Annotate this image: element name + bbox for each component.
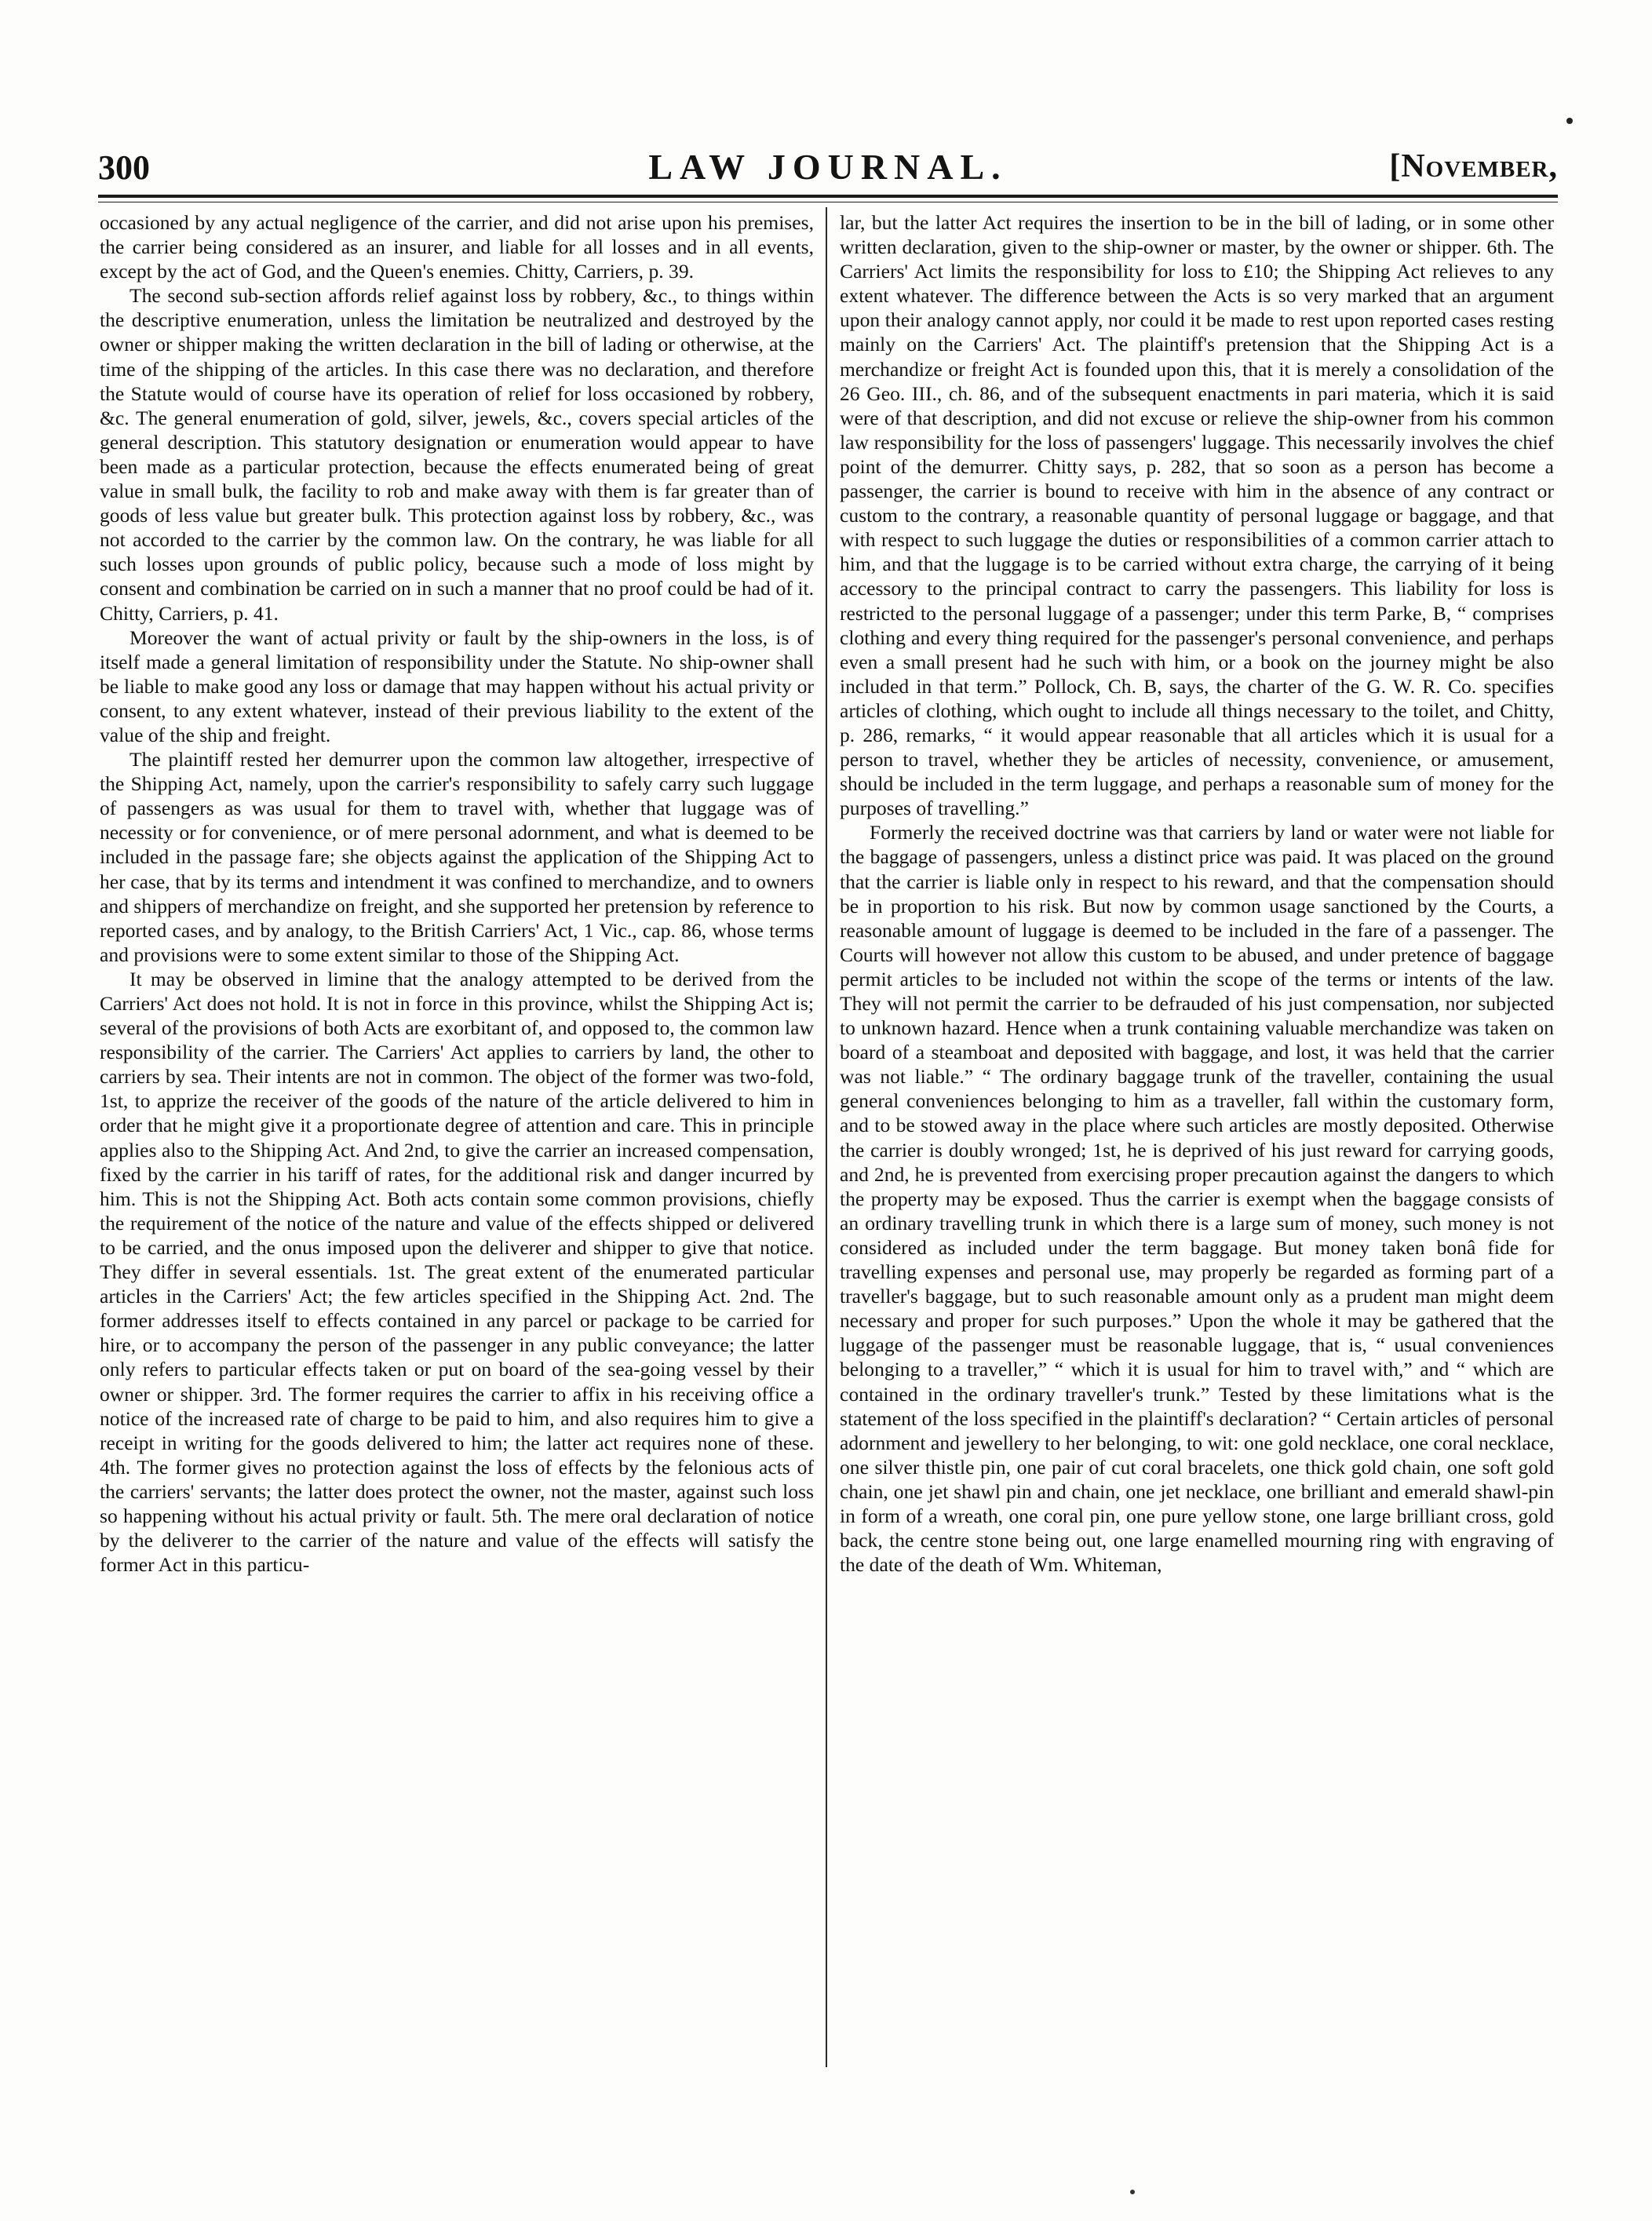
print-speck — [1566, 118, 1573, 124]
journal-title: LAW JOURNAL. — [648, 147, 1008, 187]
paragraph: occasioned by any actual negligence of the carrier, and did not arise upon his premises, the carrier being considered as an insurer, and liable for all losses and in all events, except by the act of God, and the Queen's enemies. Chitty, Carriers, p. 39. — [100, 211, 814, 283]
paragraph: It may be observed in limine that the analogy attempted to be derived from the Carriers' Act does not hold. It is not in force in this province, whilst the Shipping Act is; several of the provisions of both Acts are exorbitant of, and opposed to, the common law responsibility of the carrier. The Carriers' Act applies to carriers by land, the other to carriers by sea. Their intents are not in common. The object of the former was two-fold, 1st, to apprize the receiver of the goods of the nature of the article delivered to him in order that he might give it a proportionate degree of attention and care. This in principle applies also to the Shipping Act. And 2nd, to give the carrier an increased compensation, fixed by the carrier in his tariff of rates, for the additional risk and danger incurred by him. This is not the Shipping Act. Both acts contain some common provisions, chiefly the requirement of the notice of the nature and value of the effects shipped or delivered to be carried, and the onus imposed upon the deliverer and shipper to give that notice. They differ in several essentials. 1st. The great extent of the enumerated particular articles in the Carriers' Act; the few articles specified in the Shipping Act. 2nd. The former addresses itself to effects contained in any parcel or package to be carried for hire, or to accompany the person of the passenger in any public conveyance; the latter only refers to particular effects taken or put on board of the sea-going vessel by their owner or shipper. 3rd. The former requires the carrier to affix in his receiving office a notice of the increased rate of charge to be paid to him, and also requires him to give a receipt in writing for the goods delivered to him; the latter act requires none of these. 4th. The former gives no protection against the loss of effects by the felonious acts of the carriers' servants; the latter does protect the owner, not the master, against such loss so happening without his actual privity or fault. 5th. The mere oral declaration of notice by the deliverer to the carrier of the nature and value of the effects will satisfy the former Act in this particu- — [100, 967, 814, 1577]
paragraph: lar, but the latter Act requires the insertion to be in the bill of lading, or in some other written declaration, given to the ship-owner or master, by the owner or shipper. 6th. The Carriers' Act limits the responsibility for loss to £10; the Shipping Act relieves to any extent whatever. The difference between the Acts is so very marked that an argument upon their analogy cannot apply, nor could it be made to rest upon reported cases resting mainly on the Carriers' Act. The plaintiff's pretension that the Shipping Act is a merchandize or freight Act is founded upon this, that it is merely a consolidation of the 26 Geo. III., ch. 86, and of the subsequent enactments in pari materia, which it is said were of that description, and did not excuse or relieve the ship-owner from his common law responsibility for the loss of passengers' luggage. This necessarily involves the chief point of the demurrer. Chitty says, p. 282, that so soon as a person has become a passenger, the carrier is bound to receive with him in the absence of any contract or custom to the contrary, a reasonable quantity of personal luggage or baggage, and that with respect to such luggage the duties or responsibilities of a common carrier attach to him, and that the luggage is to be carried without extra charge, the carrying of it being accessory to the principal contract to carry the passengers. This liability for loss is restricted to the personal luggage of a passenger; under this term Parke, B, “ comprises clothing and every thing required for the passenger's personal convenience, and perhaps even a small present had he such with him, or a book on the journey might be also included in that term.” Pollock, Ch. B, says, the charter of the G. W. R. Co. specifies articles of clothing, which ought to include all things necessary to the toilet, and Chitty, p. 286, remarks, “ it would appear reasonable that all articles which it is usual for a person to travel, whether they be articles of necessity, convenience, or amusement, should be included in the term luggage, and perhaps a reasonable sum of money for the purposes of travelling.” — [840, 211, 1554, 820]
print-speck — [1130, 2190, 1135, 2194]
paragraph: The second sub-section affords relief against loss by robbery, &c., to things within the descriptive enumeration, unless the limitation be neutralized and destroyed by the owner or shipper making the written declaration in the bill of lading or otherwise, at the time of the shipping of the articles. In this case there was no declaration, and therefore the Statute would of course have its operation of relief for loss occasioned by robbery, &c. The general enumeration of gold, silver, jewels, &c., covers special articles of the general description. This statutory designation or enumeration would appear to have been made as a particular protection, because the effects enumerated being of great value in small bulk, the facility to rob and make away with them is far greater than of goods of less value but greater bulk. This protection against loss by robbery, &c., was not accorded to the carrier by the common law. On the contrary, he was liable for all such losses upon grounds of public policy, because such a mode of loss might by consent and combination be carried on in such a manner that no proof could be had of it. Chitty, Carriers, p. 41. — [100, 284, 814, 625]
header-rule-thick — [98, 195, 1558, 198]
column-divider — [826, 207, 827, 2067]
right-column — [840, 210, 1554, 2066]
issue-month: [November, — [1389, 148, 1558, 184]
paragraph: Moreover the want of actual privity or fault by the ship-owners in the loss, is of itself made a general limitation of responsibility under the Statute. No ship-owner shall be liable to make good any loss or damage that may happen without his actual privity or consent, to any extent whatever, instead of their previous liability to the extent of the value of the ship and freight. — [100, 625, 814, 746]
page-number: 300 — [98, 148, 150, 187]
left-column — [100, 210, 814, 2066]
paragraph: The plaintiff rested her demurrer upon the common law altogether, irrespective of the Shipping Act, namely, upon the carrier's responsibility to safely carry such luggage of passengers as was usual for them to travel with, whether that luggage was of necessity or for convenience, or of mere personal adornment, and what is deemed to be included in the passage fare; she objects against the application of the Shipping Act to her case, that by its terms and intendment it was confined to merchandize, and to owners and shippers of merchandize on freight, and she supported her pretension by reference to reported cases, and by analogy, to the British Carriers' Act, 1 Vic., cap. 86, whose terms and provisions were to some extent similar to those of the Shipping Act. — [100, 748, 814, 966]
paragraph: Formerly the received doctrine was that carriers by land or water were not liable for the baggage of passengers, unless a distinct price was paid. It was placed on the ground that the carrier is liable only in respect to his reward, and that the compensation should be in proportion to his risk. But now by common usage sanctioned by the Courts, a reasonable amount of luggage is deemed to be included in the fare of a passenger. The Courts will however not allow this custom to be abused, and under pretence of baggage permit articles to be included not within the scope of the terms or intents of the law. They will not permit the carrier to be defrauded of his just compensation, nor subjected to unknown hazard. Hence when a trunk containing valuable merchandize was taken on board of a steamboat and deposited with baggage, and lost, it was held that the carrier was not liable.” “ The ordinary baggage trunk of the traveller, containing the usual general conveniences belonging to him as a traveller, fall within the customary form, and to be stowed away in the place where such articles are mostly deposited. Otherwise the carrier is doubly wronged; 1st, he is deprived of his just reward for carrying goods, and 2nd, he is prevented from exercising proper precaution against the dangers to which the property may be exposed. Thus the carrier is exempt when the baggage consists of an ordinary travelling trunk in which there is a large sum of money, such money is not considered as included under the term baggage. But money taken bonâ fide for travelling expenses and personal use, may properly be regarded as forming part of a traveller's baggage, but to such reasonable amount only as a prudent man might deem necessary and proper for such purposes.” Upon the whole it may be gathered that the luggage of the passenger must be reasonable luggage, that is, “ usual conveniences belonging to a traveller,” “ which it is usual for him to travel with,” and “ which are contained in the ordinary traveller's trunk.” Tested by these limitations what is the statement of the loss specified in the plaintiff's declaration? “ Certain articles of personal adornment and jewellery to her belonging, to wit: one gold necklace, one coral necklace, one silver thistle pin, one pair of cut coral bracelets, one thick gold chain, one soft gold chain, one jet shawl pin and chain, one jet necklace, one brilliant and emerald shawl-pin in form of a wreath, one coral pin, one pure yellow stone, one large brilliant cross, gold back, the centre stone being out, one large enamelled mourning ring with engraving of the date of the death of Wm. Whiteman, — [840, 821, 1554, 1577]
running-header — [98, 141, 1558, 198]
